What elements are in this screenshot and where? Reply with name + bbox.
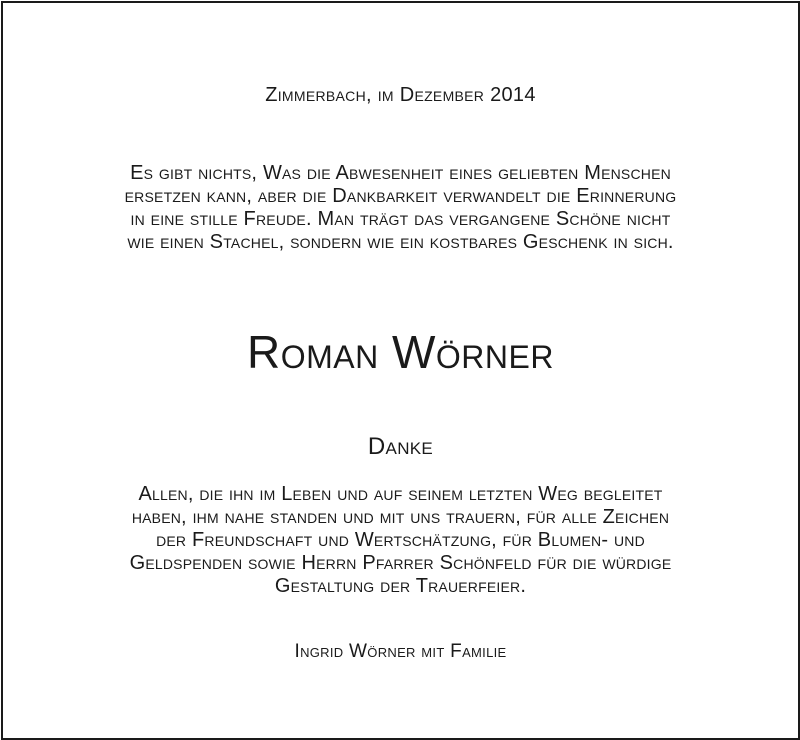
quote-line: in eine stille Freude. Man trägt das vergangene Schöne nicht (130, 208, 671, 230)
thanks-line: Geldspenden sowie Herrn Pfarrer Schönfeld für die würdige (129, 552, 672, 574)
signature: Ingrid Wörner mit Familie (294, 641, 507, 662)
memorial-quote (33, 162, 768, 254)
quote-line: Es gibt nichts, Was die Abwesenheit eines geliebten Menschen (130, 162, 671, 184)
thanks-line: Gestaltung der Trauerfeier. (274, 575, 527, 597)
notice-frame (1, 1, 800, 740)
thanks-line: haben, ihm nahe standen und mit uns trauern, für alle Zeichen (131, 506, 670, 528)
thanks-line: Allen, die ihn im Leben und auf seinem letzten Weg begleitet (138, 483, 663, 505)
thanks-text (33, 483, 768, 598)
thanks-line: der Freundschaft und Wertschätzung, für Blumen- und (156, 529, 645, 551)
place-date: Zimmerbach, im Dezember 2014 (265, 84, 536, 106)
deceased-name: Roman Wörner (247, 326, 554, 378)
thanks-heading: Danke (367, 433, 434, 460)
quote-line: ersetzen kann, aber die Dankbarkeit verwandelt die Erinnerung (124, 185, 677, 207)
quote-line: wie einen Stachel, sondern wie ein kostbares Geschenk in sich. (127, 231, 674, 253)
